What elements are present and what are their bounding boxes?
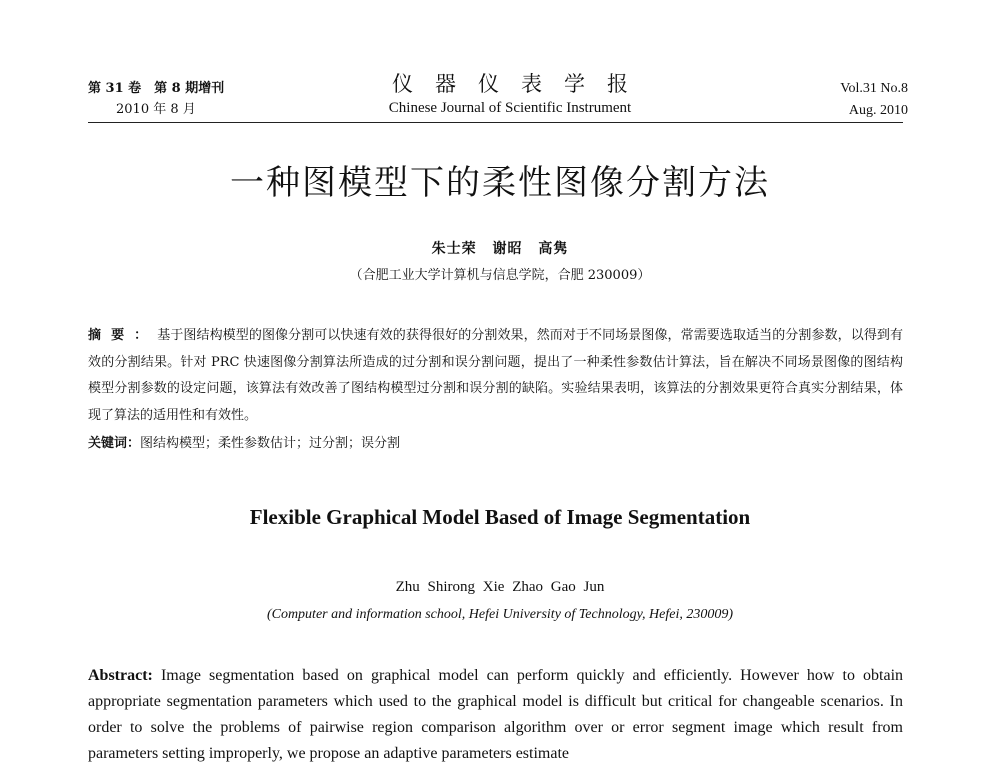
journal-title-block — [340, 70, 680, 118]
keywords-cn-label: 关键词： — [88, 436, 141, 451]
abstract-cn — [88, 323, 903, 429]
volume-en: Vol.31 No.8 — [840, 81, 908, 96]
abstract-cn-label: 摘要： — [88, 328, 158, 343]
keywords-cn — [88, 431, 903, 457]
keywords-cn-text: 图结构模型；柔性参数估计；过分割；误分割 — [140, 436, 401, 451]
issue-date-cn: 2010 年 8 月 — [116, 102, 196, 117]
header-rule — [88, 122, 903, 123]
paper-title-cn: 一种图模型下的柔性图像分割方法 — [230, 163, 770, 203]
journal-issue-info — [88, 78, 224, 120]
journal-title-cn: 仪器仪表学报 — [392, 72, 650, 96]
abstract-cn-text: 基于图结构模型的图像分割可以快速有效的获得很好的分割效果，然而对于不同场景图像，常需要选取适当的分割参数，以得到有效的分割结果。针对 PRC 快速图像分割算法所造成的过分割和误分割问题，提出了一种柔性参数估计算法，旨在解决不同场景图像的图结构模型分割参数的设定问题，该算法有效改善了图结构模型过分割和误分割的缺陷。实验结果表明，该算法的分割效果更符合真实分割结果，体现了算法的适用性和有效性。 — [88, 328, 903, 423]
authors-cn: 朱士荣 谢昭 高隽 — [431, 241, 569, 257]
affiliation-cn: （合肥工业大学计算机与信息学院，合肥 230009） — [349, 268, 651, 283]
paper-title-en: Flexible Graphical Model Based of Image Segmentation — [249, 505, 751, 529]
journal-title-en: Chinese Journal of Scientific Instrument — [388, 100, 632, 116]
volume-issue: 第 31 卷 第 8 期增刊 — [88, 81, 225, 96]
abstract-en-label: Abstract: — [88, 667, 153, 684]
journal-volume-info — [840, 78, 908, 122]
abstract-en — [88, 663, 903, 767]
authors-en: Zhu Shirong Xie Zhao Gao Jun — [395, 579, 605, 595]
issue-date-en: Aug. 2010 — [848, 103, 908, 118]
affiliation-en: (Computer and information school, Hefei University of Technology, Hefei, 230009) — [266, 607, 734, 622]
abstract-en-text: Image segmentation based on graphical model can perform quickly and efficiently. However how to obtain appropriate segmentation parameters which used to the graphical model is difficult but critical for changeable scenarios. In order to solve the problems of pairwise region comparison algorithm over or error segment image which result from parameters setting improperly, we propose an adaptive parameters estimate — [88, 667, 904, 762]
